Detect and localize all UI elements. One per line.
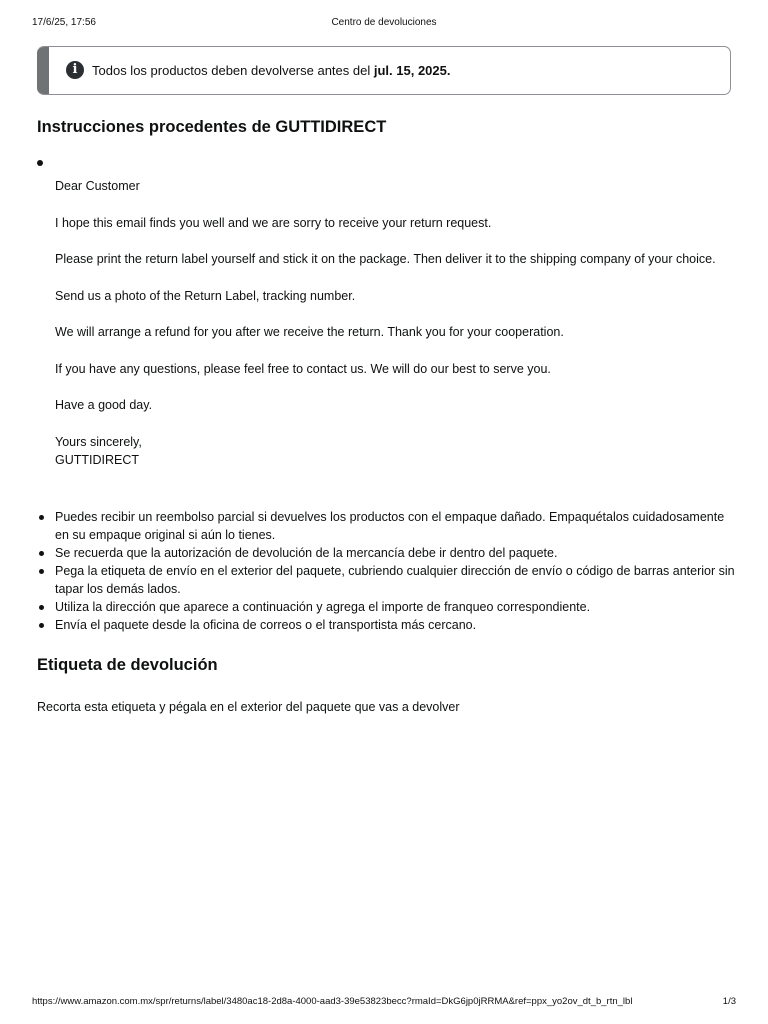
info-icon: i bbox=[66, 61, 84, 79]
seller-email bbox=[55, 177, 735, 469]
list-item: Utiliza la dirección que aparece a continuación y agrega el importe de franqueo correspondiente. bbox=[37, 598, 737, 616]
alert-accent-bar bbox=[37, 47, 49, 94]
alert-message bbox=[92, 62, 450, 80]
email-paragraph: If you have any questions, please feel free to contact us. We will do our best to serve you. bbox=[55, 361, 551, 376]
signoff-sender: GUTTIDIRECT bbox=[55, 452, 140, 467]
email-paragraph: I hope this email finds you well and we are sorry to receive your return request. bbox=[55, 215, 492, 230]
email-paragraph: Please print the return label yourself and stick it on the package. Then deliver it to the shipping company of your choice. bbox=[55, 252, 716, 266]
email-paragraph: Send us a photo of the Return Label, tracking number. bbox=[55, 288, 356, 303]
alert-deadline: jul. 15, 2025. bbox=[373, 63, 451, 78]
return-deadline-alert bbox=[37, 46, 731, 95]
print-header bbox=[32, 17, 736, 31]
instructions-heading: Instrucciones procedentes de GUTTIDIRECT bbox=[37, 118, 387, 136]
return-label-description: Recorta esta etiqueta y pégala en el exterior del paquete que vas a devolver bbox=[37, 700, 460, 714]
return-label-heading: Etiqueta de devolución bbox=[37, 656, 218, 674]
print-page-title: Centro de devoluciones bbox=[331, 17, 437, 28]
list-item: Pega la etiqueta de envío en el exterior del paquete, cubriendo cualquier dirección de envío o código de barras anterior sin tapar los demás lados. bbox=[37, 562, 737, 598]
email-signoff bbox=[55, 433, 735, 469]
email-paragraph: Have a good day. bbox=[55, 398, 153, 412]
email-paragraph: We will arrange a refund for you after we receive the return. Thank you for your cooperation. bbox=[55, 325, 564, 339]
alert-message-prefix: Todos los productos deben devolverse antes del bbox=[92, 63, 371, 78]
bullet-marker bbox=[37, 160, 43, 166]
print-datetime: 17/6/25, 17:56 bbox=[32, 17, 96, 28]
return-instructions-list bbox=[37, 508, 737, 634]
page-url: https://www.amazon.com.mx/spr/returns/label/3480ac18-2d8a-4000-aad3-39e53823becc?rmaId=DkG6jp0jRRMA&ref=ppx_yo2ov_dt_b_rtn_lbl bbox=[32, 996, 633, 1007]
signoff-line: Yours sincerely, bbox=[55, 434, 142, 449]
print-footer bbox=[32, 996, 736, 1010]
list-item: Envía el paquete desde la oficina de correos o el transportista más cercano. bbox=[37, 616, 737, 634]
list-item: Puedes recibir un reembolso parcial si devuelves los productos con el empaque dañado. Empaquétalos cuidadosamente en su empaque original si aún lo tienes. bbox=[37, 508, 737, 544]
list-item: Se recuerda que la autorización de devolución de la mercancía debe ir dentro del paquete. bbox=[37, 544, 737, 562]
page-number: 1/3 bbox=[722, 996, 736, 1007]
email-paragraph: Dear Customer bbox=[55, 179, 140, 193]
